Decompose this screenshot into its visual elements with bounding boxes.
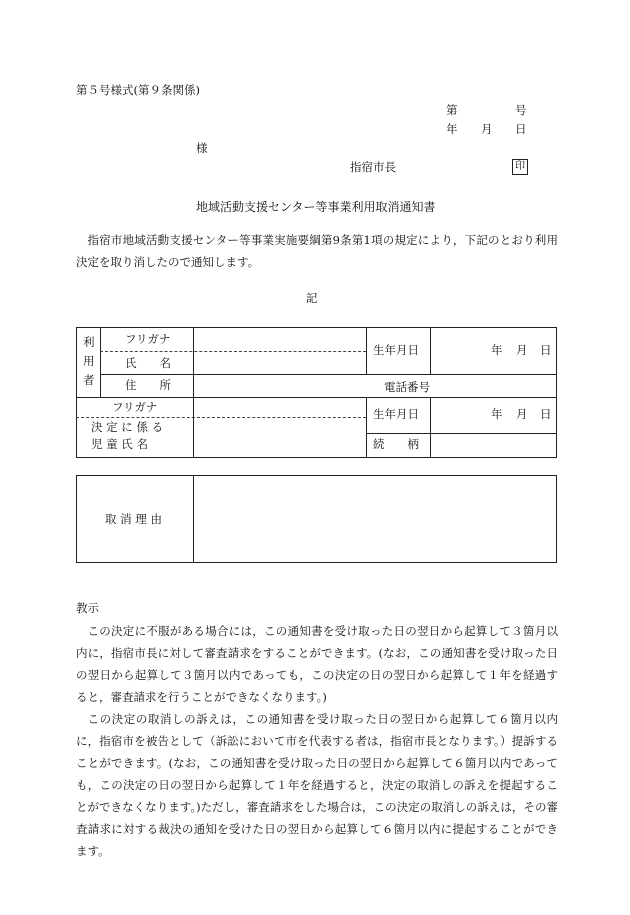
- notice-paragraph-1: この決定に不服がある場合には，この通知書を受け取った日の翌日から起算して３箇月以内に，指宿市長に対して審査請求をすることができます。(なお，この通知書を受け取った日の翌日から起算して３箇月以内であっても，この決定の日の翌日から起算して１年を経過すると，審査請求を行うことができなくなります。): [76, 624, 558, 704]
- issuer: 指宿市長: [350, 160, 396, 174]
- notice-body: [76, 620, 558, 862]
- name-label: 氏 名: [125, 356, 171, 370]
- user-group-char-3: 者: [83, 373, 95, 387]
- cancel-reason-label: 取 消 理 由: [105, 512, 162, 526]
- child-dob-day: 日: [540, 407, 552, 421]
- child-label-line1: 決 定 に 係 る: [91, 420, 164, 434]
- phone-label: 電話番号: [384, 380, 430, 394]
- user-group-char-2: 用: [83, 354, 95, 368]
- date-month-label: 月: [481, 122, 493, 136]
- intro-text: 指宿市地域活動支援センター等事業実施要綱第9条第1項の規定により，下記のとおり利用決定を取り消したので通知します。: [76, 233, 558, 269]
- form-number: 第５号様式(第９条関係): [76, 83, 200, 97]
- furigana-label: フリガナ: [125, 332, 171, 346]
- dob-month: 月: [516, 343, 528, 357]
- intro-paragraph: [76, 229, 558, 273]
- seal-icon: 印: [512, 159, 528, 175]
- dob-year: 年: [491, 343, 503, 357]
- user-group-char-1: 利: [83, 335, 95, 349]
- date-day-label: 日: [515, 122, 527, 136]
- child-label-line2: 児 童 氏 名: [91, 437, 148, 451]
- address-label: 住 所: [125, 378, 171, 392]
- number-label-go: 号: [515, 103, 527, 117]
- relation-label: 続 柄: [373, 437, 419, 451]
- number-label-dai: 第: [446, 103, 458, 117]
- child-dob-year: 年: [491, 407, 503, 421]
- notice-paragraph-2: この決定の取消しの訴えは，この通知書を受け取った日の翌日から起算して６箇月以内に，指宿市を被告として（訴訟において市を代表する者は，指宿市長となります。）提訴することができます。(なお，この通知書を受け取った日の翌日から起算して６箇月以内であっても，この決定の日の翌日から起算して１年を経過すると，決定の取消しの訴えを提起することができなくなります。)ただし，審査請求をした場合は，この決定の取消しの訴えは，その審査請求に対する裁決の通知を受けた日の翌日から起算して６箇月以内に提起することができます。: [76, 712, 558, 858]
- recipient-suffix: 様: [196, 141, 208, 155]
- dob-day: 日: [540, 343, 552, 357]
- ki-label: 記: [306, 291, 318, 305]
- dob-label: 生年月日: [373, 343, 419, 357]
- date-year-label: 年: [446, 122, 458, 136]
- child-dob-label: 生年月日: [373, 407, 419, 421]
- child-dob-month: 月: [516, 407, 528, 421]
- notice-heading: 教示: [76, 601, 99, 615]
- child-furigana-label: フリガナ: [112, 400, 158, 414]
- document-title: 地域活動支援センター等事業利用取消通知書: [196, 200, 436, 214]
